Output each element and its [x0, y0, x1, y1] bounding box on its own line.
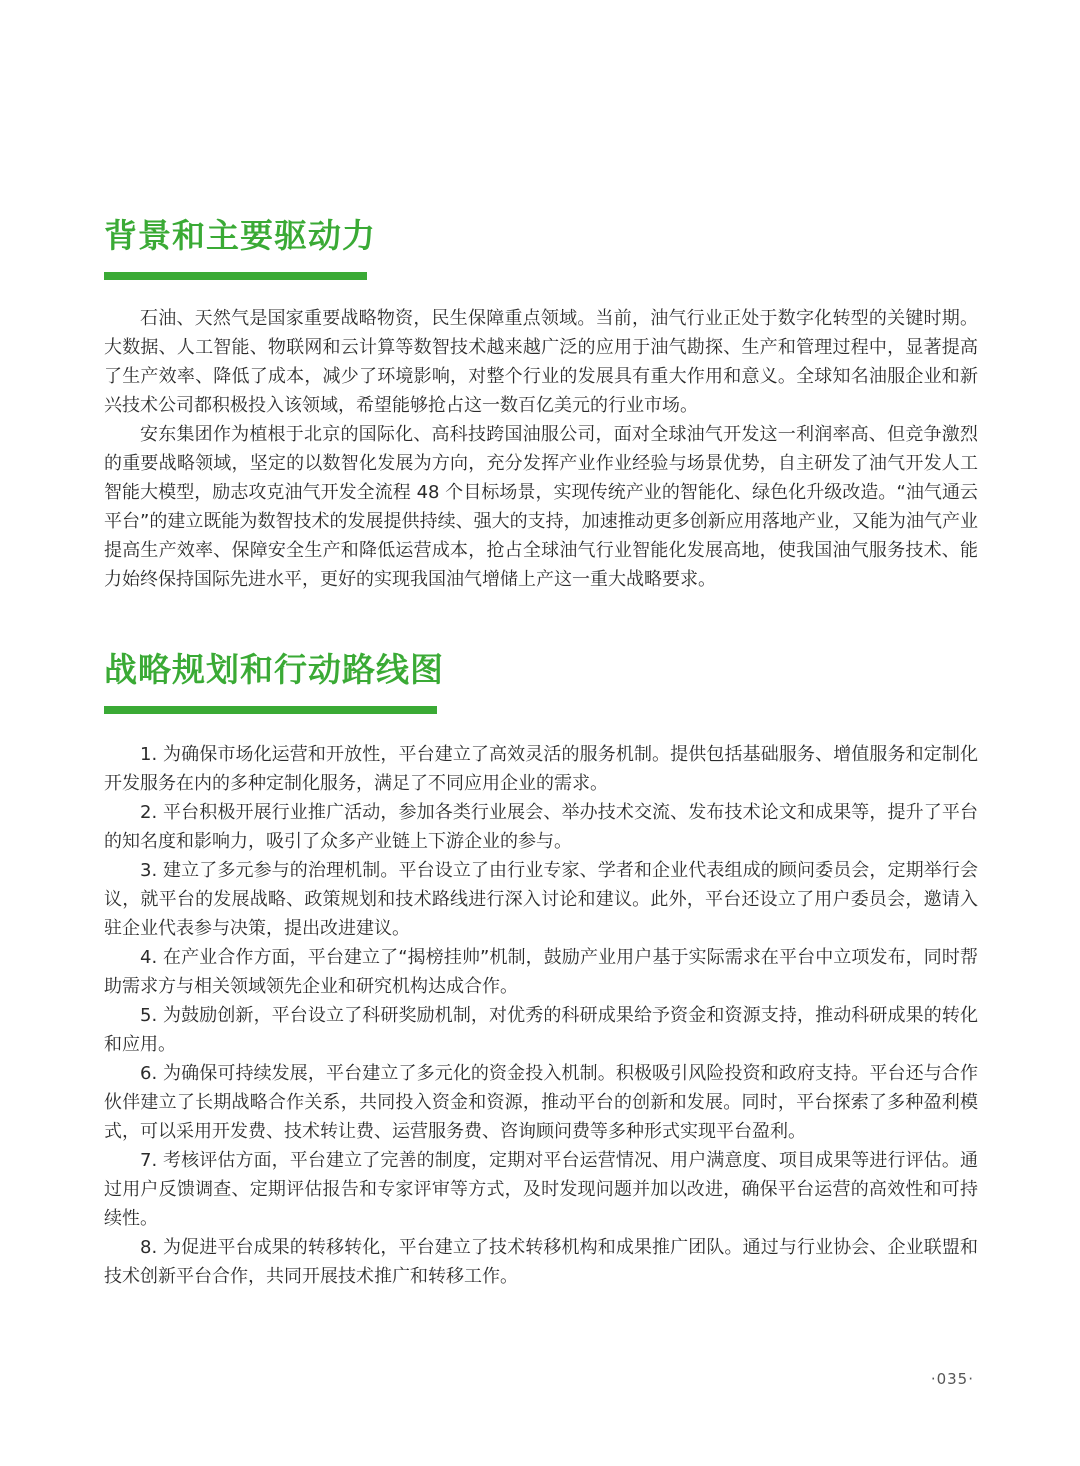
paragraph: 石油、天然气是国家重要战略物资，民生保障重点领域。当前，油气行业正处于数字化转型的关键时期。大数据、人工智能、物联网和云计算等数智技术越来越广泛的应用于油气勘探、生产和管理过程中，显著提高了生产效率、降低了成本，减少了环境影响，对整个行业的发展具有重大作用和意义。全球知名油服企业和新兴技术公司都积极投入该领域，希望能够抢占这一数百亿美元的行业市场。: [104, 308, 978, 416]
list-item: 4. 在产业合作方面，平台建立了“揭榜挂帅”机制，鼓励产业用户基于实际需求在平台中立项发布，同时帮助需求方与相关领域领先企业和研究机构达成合作。: [104, 947, 978, 997]
list-item: 1. 为确保市场化运营和开放性，平台建立了高效灵活的服务机制。提供包括基础服务、增值服务和定制化开发服务在内的多种定制化服务，满足了不同应用企业的需求。: [104, 744, 978, 794]
section-background: [104, 216, 978, 280]
section-strategy: [104, 650, 978, 714]
section-body: [104, 740, 978, 1291]
paragraph: 安东集团作为植根于北京的国际化、高科技跨国油服公司，面对全球油气开发这一利润率高、但竞争激烈的重要战略领域，坚定的以数智化发展为方向，充分发挥产业作业经验与场景优势，自主研发了油气开发人工智能大模型，励志攻克油气开发全流程 48 个目标场景，实现传统产业的智能化、绿色化升级改造。“油气通云平台”的建立既能为数智技术的发展提供持续、强大的支持，加速推动更多创新应用落地产业，又能为油气产业提高生产效率、保障安全生产和降低运营成本，抢占全球油气行业智能化发展高地，使我国油气服务技术、能力始终保持国际先进水平，更好的实现我国油气增储上产这一重大战略要求。: [104, 424, 978, 590]
list-item: 3. 建立了多元参与的治理机制。平台设立了由行业专家、学者和企业代表组成的顾问委员会，定期举行会议，就平台的发展战略、政策规划和技术路线进行深入讨论和建议。此外，平台还设立了用户委员会，邀请入驻企业代表参与决策，提出改进建议。: [104, 860, 978, 939]
list-item: 8. 为促进平台成果的转移转化，平台建立了技术转移机构和成果推广团队。通过与行业协会、企业联盟和技术创新平台合作，共同开展技术推广和转移工作。: [104, 1237, 978, 1287]
list-item: 2. 平台积极开展行业推广活动，参加各类行业展会、举办技术交流、发布技术论文和成果等，提升了平台的知名度和影响力，吸引了众多产业链上下游企业的参与。: [104, 802, 978, 852]
page-number: ·035·: [930, 1370, 974, 1388]
section-heading: 战略规划和行动路线图: [104, 650, 444, 689]
list-item: 5. 为鼓励创新，平台设立了科研奖励机制，对优秀的科研成果给予资金和资源支持，推动科研成果的转化和应用。: [104, 1005, 978, 1055]
section-body: [104, 304, 978, 594]
section-heading: 背景和主要驱动力: [104, 216, 376, 255]
heading-underline: [104, 706, 437, 714]
list-item: 6. 为确保可持续发展，平台建立了多元化的资金投入机制。积极吸引风险投资和政府支持。平台还与合作伙伴建立了长期战略合作关系，共同投入资金和资源，推动平台的创新和发展。同时，平台探索了多种盈利模式，可以采用开发费、技术转让费、运营服务费、咨询顾问费等多种形式实现平台盈利。: [104, 1063, 978, 1142]
heading-underline: [104, 272, 367, 280]
list-item: 7. 考核评估方面，平台建立了完善的制度，定期对平台运营情况、用户满意度、项目成果等进行评估。通过用户反馈调查、定期评估报告和专家评审等方式，及时发现问题并加以改进，确保平台运营的高效性和可持续性。: [104, 1150, 978, 1229]
